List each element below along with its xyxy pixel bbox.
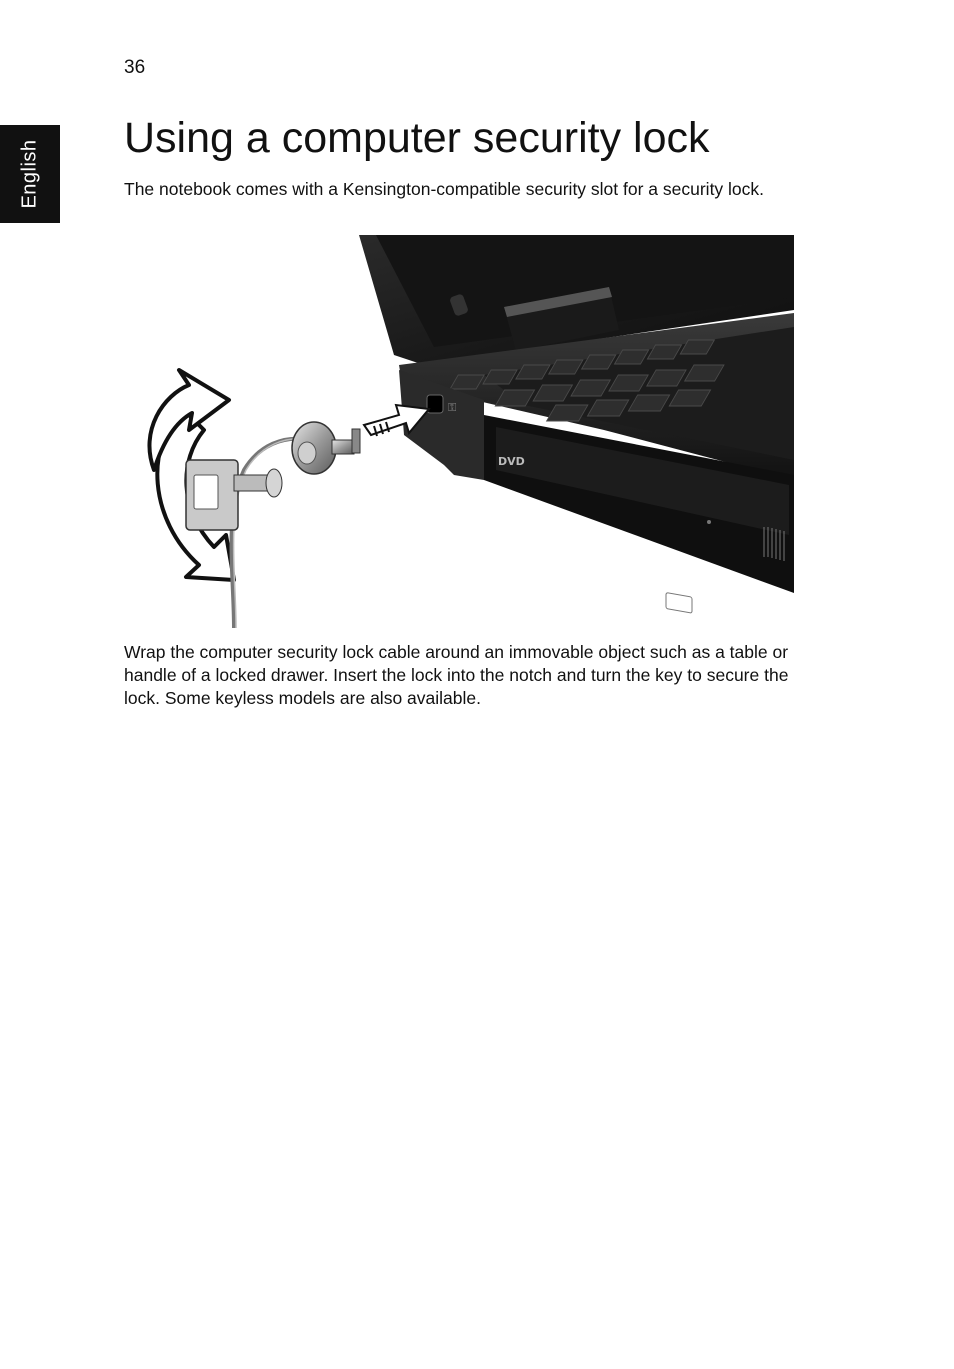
security-slot	[427, 395, 443, 413]
page-title: Using a computer security lock	[124, 114, 710, 162]
body-paragraph: Wrap the computer security lock cable around an immovable object such as a table or handle of a locked drawer. Insert the lock into the notch and turn the key to secure the lock. Some keyless models are also available.	[124, 642, 789, 708]
page-number: 36	[124, 57, 146, 78]
side-tab-label: English	[18, 139, 41, 209]
lock-key	[186, 460, 282, 530]
security-lock-illustration	[124, 235, 794, 628]
lock-body	[292, 422, 360, 474]
lock-cable	[232, 439, 310, 628]
dvd-logo: DVD	[498, 455, 525, 468]
language-side-tab	[0, 125, 60, 223]
svg-text:⚿: ⚿	[448, 401, 457, 414]
intro-paragraph: The notebook comes with a Kensington-compatible security slot for a security lock.	[124, 179, 765, 199]
